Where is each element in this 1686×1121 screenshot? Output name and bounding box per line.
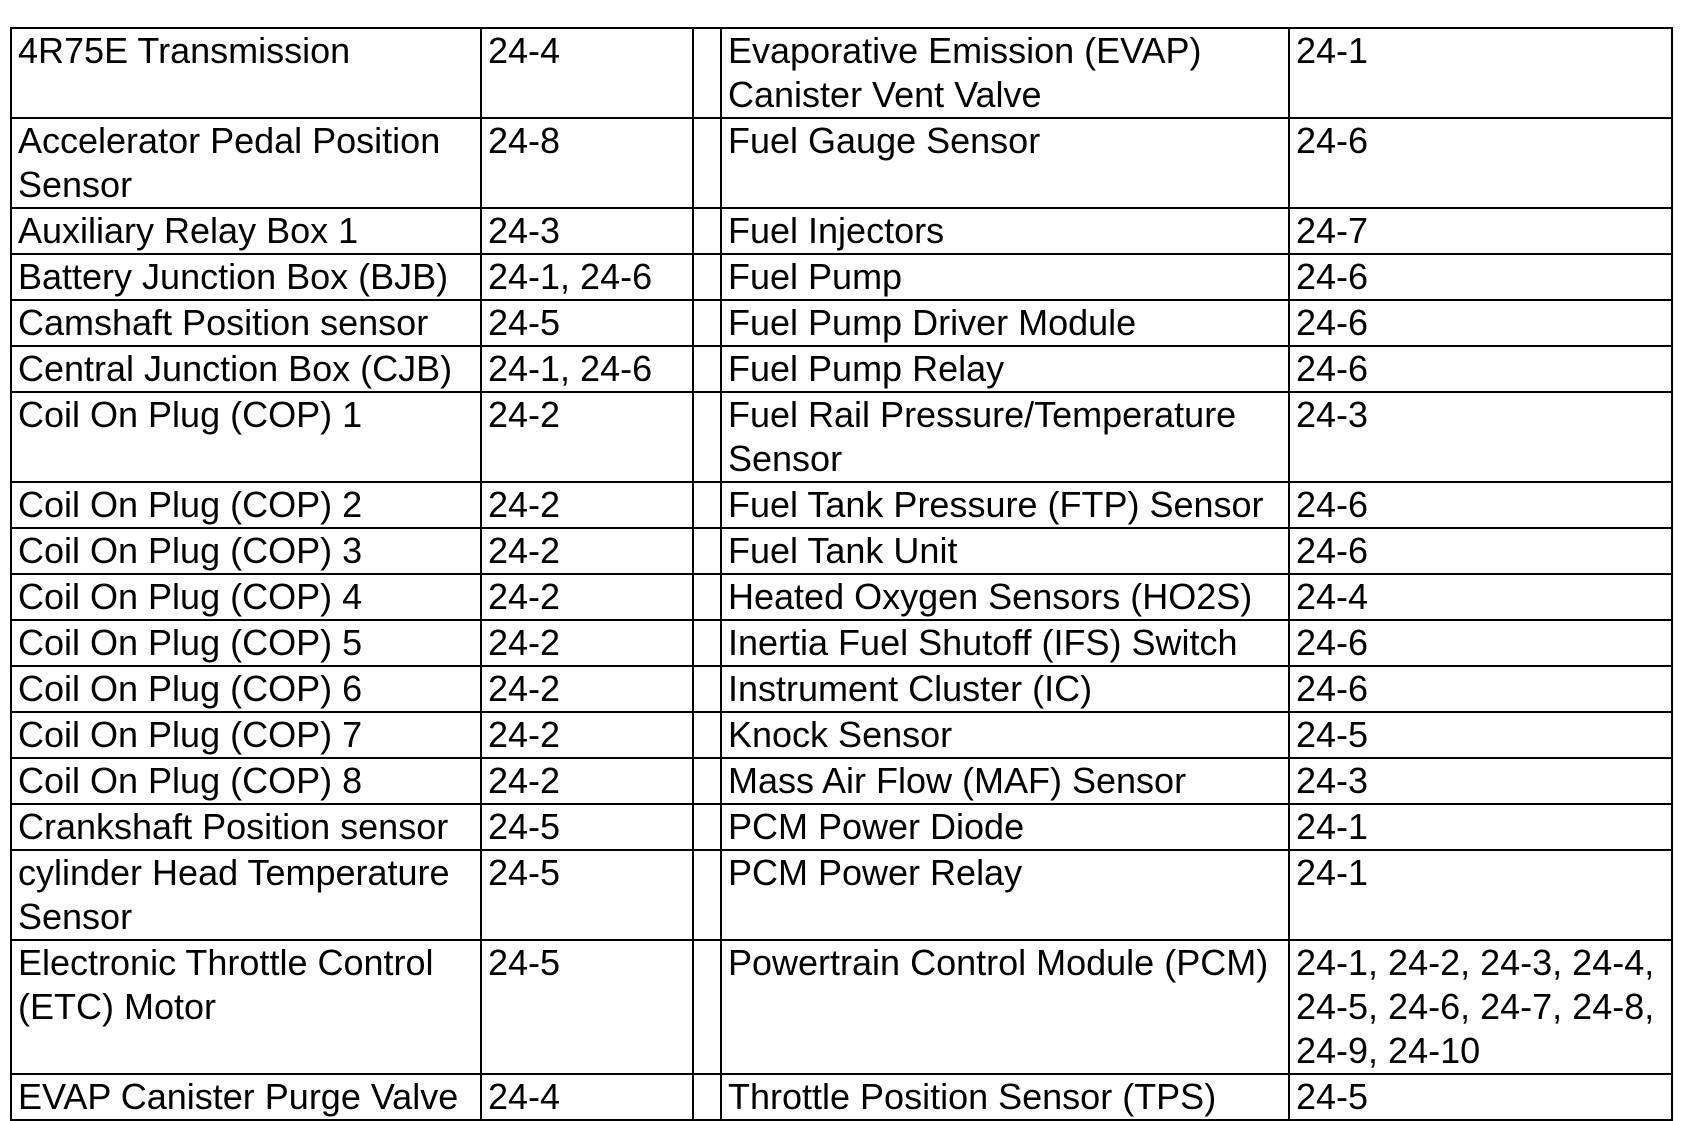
left-component-name: Crankshaft Position sensor: [11, 804, 481, 850]
right-component-name: Fuel Injectors: [721, 208, 1289, 254]
table-row: [11, 712, 1672, 758]
column-divider: [693, 620, 721, 666]
left-page-ref: 24-5: [481, 850, 693, 940]
column-divider: [693, 574, 721, 620]
left-page-ref: 24-1, 24-6: [481, 254, 693, 300]
table-row: [11, 620, 1672, 666]
right-page-ref: 24-5: [1289, 712, 1672, 758]
right-page-ref: 24-7: [1289, 208, 1672, 254]
column-divider: [693, 118, 721, 208]
left-component-name: Electronic Throttle Control (ETC) Motor: [11, 940, 481, 1074]
table-row: [11, 940, 1672, 1074]
table-row: [11, 666, 1672, 712]
left-component-name: 4R75E Transmission: [11, 28, 481, 118]
left-page-ref: 24-2: [481, 666, 693, 712]
right-component-name: Knock Sensor: [721, 712, 1289, 758]
table-row: [11, 28, 1672, 118]
right-page-ref: 24-1, 24-2, 24-3, 24-4, 24-5, 24-6, 24-7, 24-8, 24-9, 24-10: [1289, 940, 1672, 1074]
left-page-ref: 24-4: [481, 1074, 693, 1120]
column-divider: [693, 254, 721, 300]
left-component-name: Coil On Plug (COP) 4: [11, 574, 481, 620]
right-page-ref: 24-6: [1289, 118, 1672, 208]
left-page-ref: 24-5: [481, 300, 693, 346]
column-divider: [693, 28, 721, 118]
column-divider: [693, 208, 721, 254]
table-row: [11, 300, 1672, 346]
column-divider: [693, 666, 721, 712]
component-index-body: [11, 28, 1672, 1120]
column-divider: [693, 482, 721, 528]
right-component-name: Fuel Pump Driver Module: [721, 300, 1289, 346]
table-row: [11, 254, 1672, 300]
right-component-name: Fuel Gauge Sensor: [721, 118, 1289, 208]
right-page-ref: 24-6: [1289, 620, 1672, 666]
left-component-name: Accelerator Pedal Position Sensor: [11, 118, 481, 208]
right-component-name: Evaporative Emission (EVAP) Canister Vent Valve: [721, 28, 1289, 118]
table-row: [11, 482, 1672, 528]
column-divider: [693, 850, 721, 940]
left-component-name: Coil On Plug (COP) 7: [11, 712, 481, 758]
left-component-name: EVAP Canister Purge Valve: [11, 1074, 481, 1120]
left-component-name: Battery Junction Box (BJB): [11, 254, 481, 300]
right-component-name: PCM Power Relay: [721, 850, 1289, 940]
right-component-name: Powertrain Control Module (PCM): [721, 940, 1289, 1074]
left-component-name: cylinder Head Temperature Sensor: [11, 850, 481, 940]
table-row: [11, 118, 1672, 208]
right-component-name: Fuel Tank Unit: [721, 528, 1289, 574]
right-page-ref: 24-3: [1289, 758, 1672, 804]
left-page-ref: 24-5: [481, 940, 693, 1074]
right-page-ref: 24-6: [1289, 254, 1672, 300]
left-component-name: Coil On Plug (COP) 3: [11, 528, 481, 574]
right-page-ref: 24-6: [1289, 346, 1672, 392]
right-page-ref: 24-6: [1289, 482, 1672, 528]
right-component-name: Throttle Position Sensor (TPS): [721, 1074, 1289, 1120]
right-component-name: Fuel Pump Relay: [721, 346, 1289, 392]
table-row: [11, 392, 1672, 482]
right-component-name: Heated Oxygen Sensors (HO2S): [721, 574, 1289, 620]
right-component-name: Fuel Rail Pressure/Temperature Sensor: [721, 392, 1289, 482]
right-page-ref: 24-1: [1289, 850, 1672, 940]
right-page-ref: 24-6: [1289, 666, 1672, 712]
column-divider: [693, 804, 721, 850]
table-row: [11, 574, 1672, 620]
left-component-name: Coil On Plug (COP) 1: [11, 392, 481, 482]
table-row: [11, 208, 1672, 254]
left-component-name: Auxiliary Relay Box 1: [11, 208, 481, 254]
right-component-name: PCM Power Diode: [721, 804, 1289, 850]
right-component-name: Instrument Cluster (IC): [721, 666, 1289, 712]
left-page-ref: 24-1, 24-6: [481, 346, 693, 392]
right-page-ref: 24-3: [1289, 392, 1672, 482]
left-component-name: Coil On Plug (COP) 2: [11, 482, 481, 528]
column-divider: [693, 528, 721, 574]
column-divider: [693, 712, 721, 758]
table-row: [11, 850, 1672, 940]
table-row: [11, 1074, 1672, 1120]
right-page-ref: 24-5: [1289, 1074, 1672, 1120]
left-page-ref: 24-2: [481, 712, 693, 758]
left-page-ref: 24-8: [481, 118, 693, 208]
left-page-ref: 24-2: [481, 758, 693, 804]
right-component-name: Mass Air Flow (MAF) Sensor: [721, 758, 1289, 804]
left-component-name: Coil On Plug (COP) 8: [11, 758, 481, 804]
right-page-ref: 24-1: [1289, 804, 1672, 850]
left-page-ref: 24-5: [481, 804, 693, 850]
table-row: [11, 346, 1672, 392]
left-component-name: Coil On Plug (COP) 6: [11, 666, 481, 712]
table-row: [11, 758, 1672, 804]
component-index-table: [10, 27, 1673, 1121]
left-page-ref: 24-2: [481, 528, 693, 574]
left-component-name: Camshaft Position sensor: [11, 300, 481, 346]
left-page-ref: 24-2: [481, 574, 693, 620]
left-page-ref: 24-4: [481, 28, 693, 118]
right-page-ref: 24-6: [1289, 300, 1672, 346]
table-row: [11, 804, 1672, 850]
left-page-ref: 24-3: [481, 208, 693, 254]
left-page-ref: 24-2: [481, 620, 693, 666]
column-divider: [693, 940, 721, 1074]
column-divider: [693, 346, 721, 392]
table-row: [11, 528, 1672, 574]
right-page-ref: 24-6: [1289, 528, 1672, 574]
right-component-name: Fuel Tank Pressure (FTP) Sensor: [721, 482, 1289, 528]
column-divider: [693, 758, 721, 804]
left-component-name: Coil On Plug (COP) 5: [11, 620, 481, 666]
right-page-ref: 24-4: [1289, 574, 1672, 620]
left-component-name: Central Junction Box (CJB): [11, 346, 481, 392]
column-divider: [693, 1074, 721, 1120]
column-divider: [693, 300, 721, 346]
right-component-name: Fuel Pump: [721, 254, 1289, 300]
left-page-ref: 24-2: [481, 392, 693, 482]
column-divider: [693, 392, 721, 482]
right-component-name: Inertia Fuel Shutoff (IFS) Switch: [721, 620, 1289, 666]
left-page-ref: 24-2: [481, 482, 693, 528]
right-page-ref: 24-1: [1289, 28, 1672, 118]
